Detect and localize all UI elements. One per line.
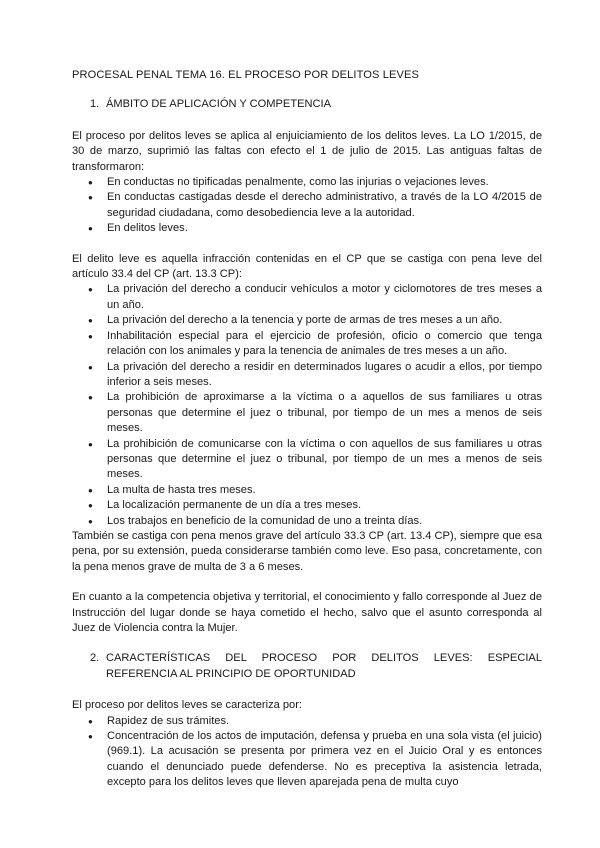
section-2-title: CARACTERÍSTICAS DEL PROCESO POR DELITOS LEVES: ESPECIAL REFERENCIA AL PRINCIPIO DE OPORTUNIDAD (106, 652, 542, 680)
section-1-title: ÁMBITO DE APLICACIÓN Y COMPETENCIA (106, 98, 332, 111)
document-title: PROCESAL PENAL TEMA 16. EL PROCESO POR DELITOS LEVES (72, 69, 419, 81)
list-item: ● La prohibición de aproximarse a la víctima o a aquellos de sus familiares u otras personas que determine el juez o tribunal, por tiempo de un mes a menos de seis meses. (88, 390, 542, 436)
list-item: ● La multa de hasta tres meses. (88, 483, 542, 498)
menos-grave-paragraph: También se castiga con pena menos grave del artículo 33.3 CP (art. 13.4 CP), siempre que esa pena, por su extensión, pueda considerarse también como leve. Eso pasa, concretamente, con la pena menos grave de multa de 3 a 6 meses. (72, 529, 542, 573)
section-1-intro: El proceso por delitos leves se aplica al enjuiciamiento de los delitos leves. La LO 1/2015, de 30 de marzo, suprimió las faltas con efecto el 1 de julio de 2015. Las antiguas faltas de transformaron: (72, 129, 542, 173)
section-2-number: 2. (90, 652, 100, 665)
list-item: ● Concentración de los actos de imputación, defensa y prueba en una sola vista (el juicio) (969.1). La acusación se presenta por primera vez en el Juicio Oral y es entonces cuando el denunciado puede defenderse. No es preceptiva la asistencia letrada, excepto para los delitos leves que lleven aparejada pena de multa cuyo (88, 729, 542, 791)
delito-leve-definition: El delito leve es aquella infracción contenidas en el CP que se castiga con pena leve del artículo 33.4 del CP (art. 13.3 CP): (72, 252, 542, 281)
list-item: ● Los trabajos en beneficio de la comunidad de uno a treinta días. (88, 514, 542, 529)
list-item: ● La privación del derecho a residir en determinados lugares o acudir a ellos, por tiempo inferior a seis meses. (88, 360, 542, 391)
section-1-number: 1. (90, 98, 100, 111)
transformations-list (72, 175, 542, 237)
list-item: ● La localización permanente de un día a tres meses. (88, 498, 542, 513)
characteristics-list (72, 714, 542, 791)
list-item: ● La privación del derecho a la tenencia y porte de armas de tres meses a un año. (88, 313, 542, 328)
penalties-list (72, 282, 542, 529)
list-item: ● En conductas castigadas desde el derecho administrativo, a través de la LO 4/2015 de seguridad ciudadana, como desobediencia leve a la autoridad. (88, 190, 542, 221)
list-item: ● Inhabilitación especial para el ejercicio de profesión, oficio o comercio que tenga relación con los animales y para la tenencia de animales de tres meses a un año. (88, 329, 542, 360)
section-2-intro: El proceso por delitos leves se caracteriza por: (72, 699, 302, 712)
list-item: ● Rapidez de sus trámites. (88, 714, 542, 729)
section-1-heading (90, 97, 542, 112)
list-item: ● En delitos leves. (88, 221, 542, 236)
list-item: ● La prohibición de comunicarse con la víctima o con aquellos de sus familiares u otras personas que determine el juez o tribunal, por tiempo de un mes a menos de seis meses. (88, 437, 542, 483)
competence-paragraph: En cuanto a la competencia objetiva y territorial, el conocimiento y fallo corresponde al Juez de Instrucción del lugar donde se haya cometido el hecho, salvo que el asunto corresponda al Juez de Violencia contra la Mujer. (72, 591, 542, 634)
list-item: ● En conductas no tipificadas penalmente, como las injurias o vejaciones leves. (88, 175, 542, 190)
section-2-heading (90, 651, 542, 682)
list-item: ● La privación del derecho a conducir vehículos a motor y ciclomotores de tres meses a un año. (88, 282, 542, 313)
